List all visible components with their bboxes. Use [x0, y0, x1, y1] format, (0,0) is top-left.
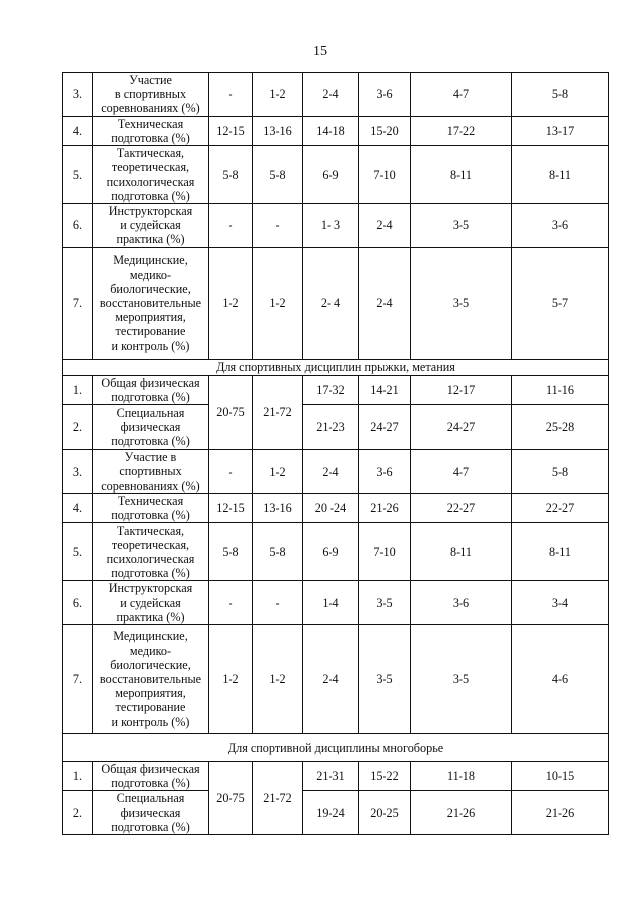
table-row [63, 73, 609, 117]
value-cell: 1- 3 [303, 204, 359, 248]
table-row [63, 494, 609, 523]
section-header-row [63, 359, 609, 375]
value-cell: 7-10 [359, 523, 411, 581]
value-cell: 3-6 [359, 73, 411, 117]
value-cell: 13-16 [253, 494, 303, 523]
table-row [63, 375, 609, 404]
value-cell: 11-16 [512, 375, 609, 404]
value-cell: 1-4 [303, 581, 359, 625]
merged-value-cell: 20-75 [209, 375, 253, 449]
table-row [63, 762, 609, 791]
row-indicator-name: Общая физическая подготовка (%) [93, 762, 209, 791]
training-table [62, 72, 609, 835]
value-cell: 5-8 [512, 450, 609, 494]
value-cell: 5-7 [512, 247, 609, 359]
value-cell: 21-26 [512, 791, 609, 835]
value-cell: 14-21 [359, 375, 411, 404]
row-number: 4. [63, 116, 93, 145]
row-indicator-name: Техническая подготовка (%) [93, 116, 209, 145]
table-row [63, 146, 609, 204]
value-cell: 22-27 [512, 494, 609, 523]
value-cell: 12-15 [209, 494, 253, 523]
row-number: 3. [63, 73, 93, 117]
value-cell: 3-6 [359, 450, 411, 494]
value-cell: 6-9 [303, 146, 359, 204]
value-cell: 3-5 [411, 204, 512, 248]
value-cell: 13-17 [512, 116, 609, 145]
row-indicator-name: Общая физическая подготовка (%) [93, 375, 209, 404]
row-number: 7. [63, 625, 93, 734]
value-cell: 20 -24 [303, 494, 359, 523]
value-cell: 3-5 [359, 581, 411, 625]
value-cell: 1-2 [253, 73, 303, 117]
value-cell: 1-2 [209, 247, 253, 359]
merged-value-cell: 21-72 [253, 762, 303, 835]
value-cell: 2- 4 [303, 247, 359, 359]
value-cell: 21-26 [411, 791, 512, 835]
value-cell: 2-4 [359, 247, 411, 359]
merged-value-cell: 21-72 [253, 375, 303, 449]
value-cell: 17-32 [303, 375, 359, 404]
value-cell: 21-23 [303, 405, 359, 450]
value-cell: 8-11 [512, 523, 609, 581]
value-cell: 20-25 [359, 791, 411, 835]
row-number: 6. [63, 204, 93, 248]
value-cell: - [209, 73, 253, 117]
value-cell: 2-4 [303, 450, 359, 494]
row-indicator-name: Медицинские, медико- биологические, восстановительные мероприятия, тестирование и контроль (%) [93, 247, 209, 359]
value-cell: 3-5 [411, 247, 512, 359]
value-cell: - [253, 581, 303, 625]
value-cell: 21-31 [303, 762, 359, 791]
value-cell: 22-27 [411, 494, 512, 523]
value-cell: 21-26 [359, 494, 411, 523]
value-cell: - [209, 581, 253, 625]
value-cell: 1-2 [209, 625, 253, 734]
table-row [63, 247, 609, 359]
row-number: 7. [63, 247, 93, 359]
row-number: 5. [63, 523, 93, 581]
value-cell: 5-8 [253, 146, 303, 204]
value-cell: 3-6 [512, 204, 609, 248]
row-indicator-name: Специальная физическая подготовка (%) [93, 791, 209, 835]
value-cell: 25-28 [512, 405, 609, 450]
table-row [63, 625, 609, 734]
row-indicator-name: Медицинские, медико- биологические, восстановительные мероприятия, тестирование и контроль (%) [93, 625, 209, 734]
value-cell: 11-18 [411, 762, 512, 791]
section-title: Для спортивной дисциплины многоборье [63, 734, 609, 762]
row-number: 4. [63, 494, 93, 523]
row-number: 1. [63, 762, 93, 791]
value-cell: 17-22 [411, 116, 512, 145]
row-number: 1. [63, 375, 93, 404]
section-header-row [63, 734, 609, 762]
value-cell: - [209, 204, 253, 248]
value-cell: 3-5 [411, 625, 512, 734]
value-cell: 2-4 [303, 73, 359, 117]
row-number: 3. [63, 450, 93, 494]
value-cell: 14-18 [303, 116, 359, 145]
value-cell: 8-11 [411, 146, 512, 204]
table-row [63, 523, 609, 581]
value-cell: 3-6 [411, 581, 512, 625]
value-cell: 19-24 [303, 791, 359, 835]
value-cell: 1-2 [253, 247, 303, 359]
value-cell: 5-8 [512, 73, 609, 117]
value-cell: 15-20 [359, 116, 411, 145]
page-number: 15 [313, 44, 327, 59]
value-cell: 4-7 [411, 450, 512, 494]
value-cell: 3-5 [359, 625, 411, 734]
value-cell: 15-22 [359, 762, 411, 791]
value-cell: 24-27 [411, 405, 512, 450]
row-number: 2. [63, 791, 93, 835]
table-row [63, 116, 609, 145]
value-cell: 6-9 [303, 523, 359, 581]
row-indicator-name: Инструкторская и судейская практика (%) [93, 581, 209, 625]
value-cell: 2-4 [359, 204, 411, 248]
value-cell: 13-16 [253, 116, 303, 145]
table-row [63, 450, 609, 494]
value-cell: 12-15 [209, 116, 253, 145]
value-cell: 1-2 [253, 625, 303, 734]
value-cell: 12-17 [411, 375, 512, 404]
value-cell: 5-8 [253, 523, 303, 581]
value-cell: 3-4 [512, 581, 609, 625]
value-cell: 4-6 [512, 625, 609, 734]
merged-value-cell: 20-75 [209, 762, 253, 835]
row-number: 6. [63, 581, 93, 625]
table-row [63, 204, 609, 248]
value-cell: 2-4 [303, 625, 359, 734]
value-cell: - [253, 204, 303, 248]
table-row [63, 405, 609, 450]
value-cell: 10-15 [512, 762, 609, 791]
value-cell: 8-11 [512, 146, 609, 204]
row-indicator-name: Участие в спортивных соревнованиях (%) [93, 73, 209, 117]
row-indicator-name: Тактическая, теоретическая, психологическая подготовка (%) [93, 523, 209, 581]
value-cell: 4-7 [411, 73, 512, 117]
row-indicator-name: Тактическая, теоретическая, психологическая подготовка (%) [93, 146, 209, 204]
value-cell: 5-8 [209, 523, 253, 581]
value-cell: 24-27 [359, 405, 411, 450]
row-indicator-name: Специальная физическая подготовка (%) [93, 405, 209, 450]
value-cell: 5-8 [209, 146, 253, 204]
row-indicator-name: Участие в спортивных соревнованиях (%) [93, 450, 209, 494]
row-number: 5. [63, 146, 93, 204]
value-cell: 8-11 [411, 523, 512, 581]
section-title: Для спортивных дисциплин прыжки, метания [63, 359, 609, 375]
table-row [63, 581, 609, 625]
row-number: 2. [63, 405, 93, 450]
row-indicator-name: Техническая подготовка (%) [93, 494, 209, 523]
value-cell: 7-10 [359, 146, 411, 204]
value-cell: 1-2 [253, 450, 303, 494]
value-cell: - [209, 450, 253, 494]
row-indicator-name: Инструкторская и судейская практика (%) [93, 204, 209, 248]
table-row [63, 791, 609, 835]
